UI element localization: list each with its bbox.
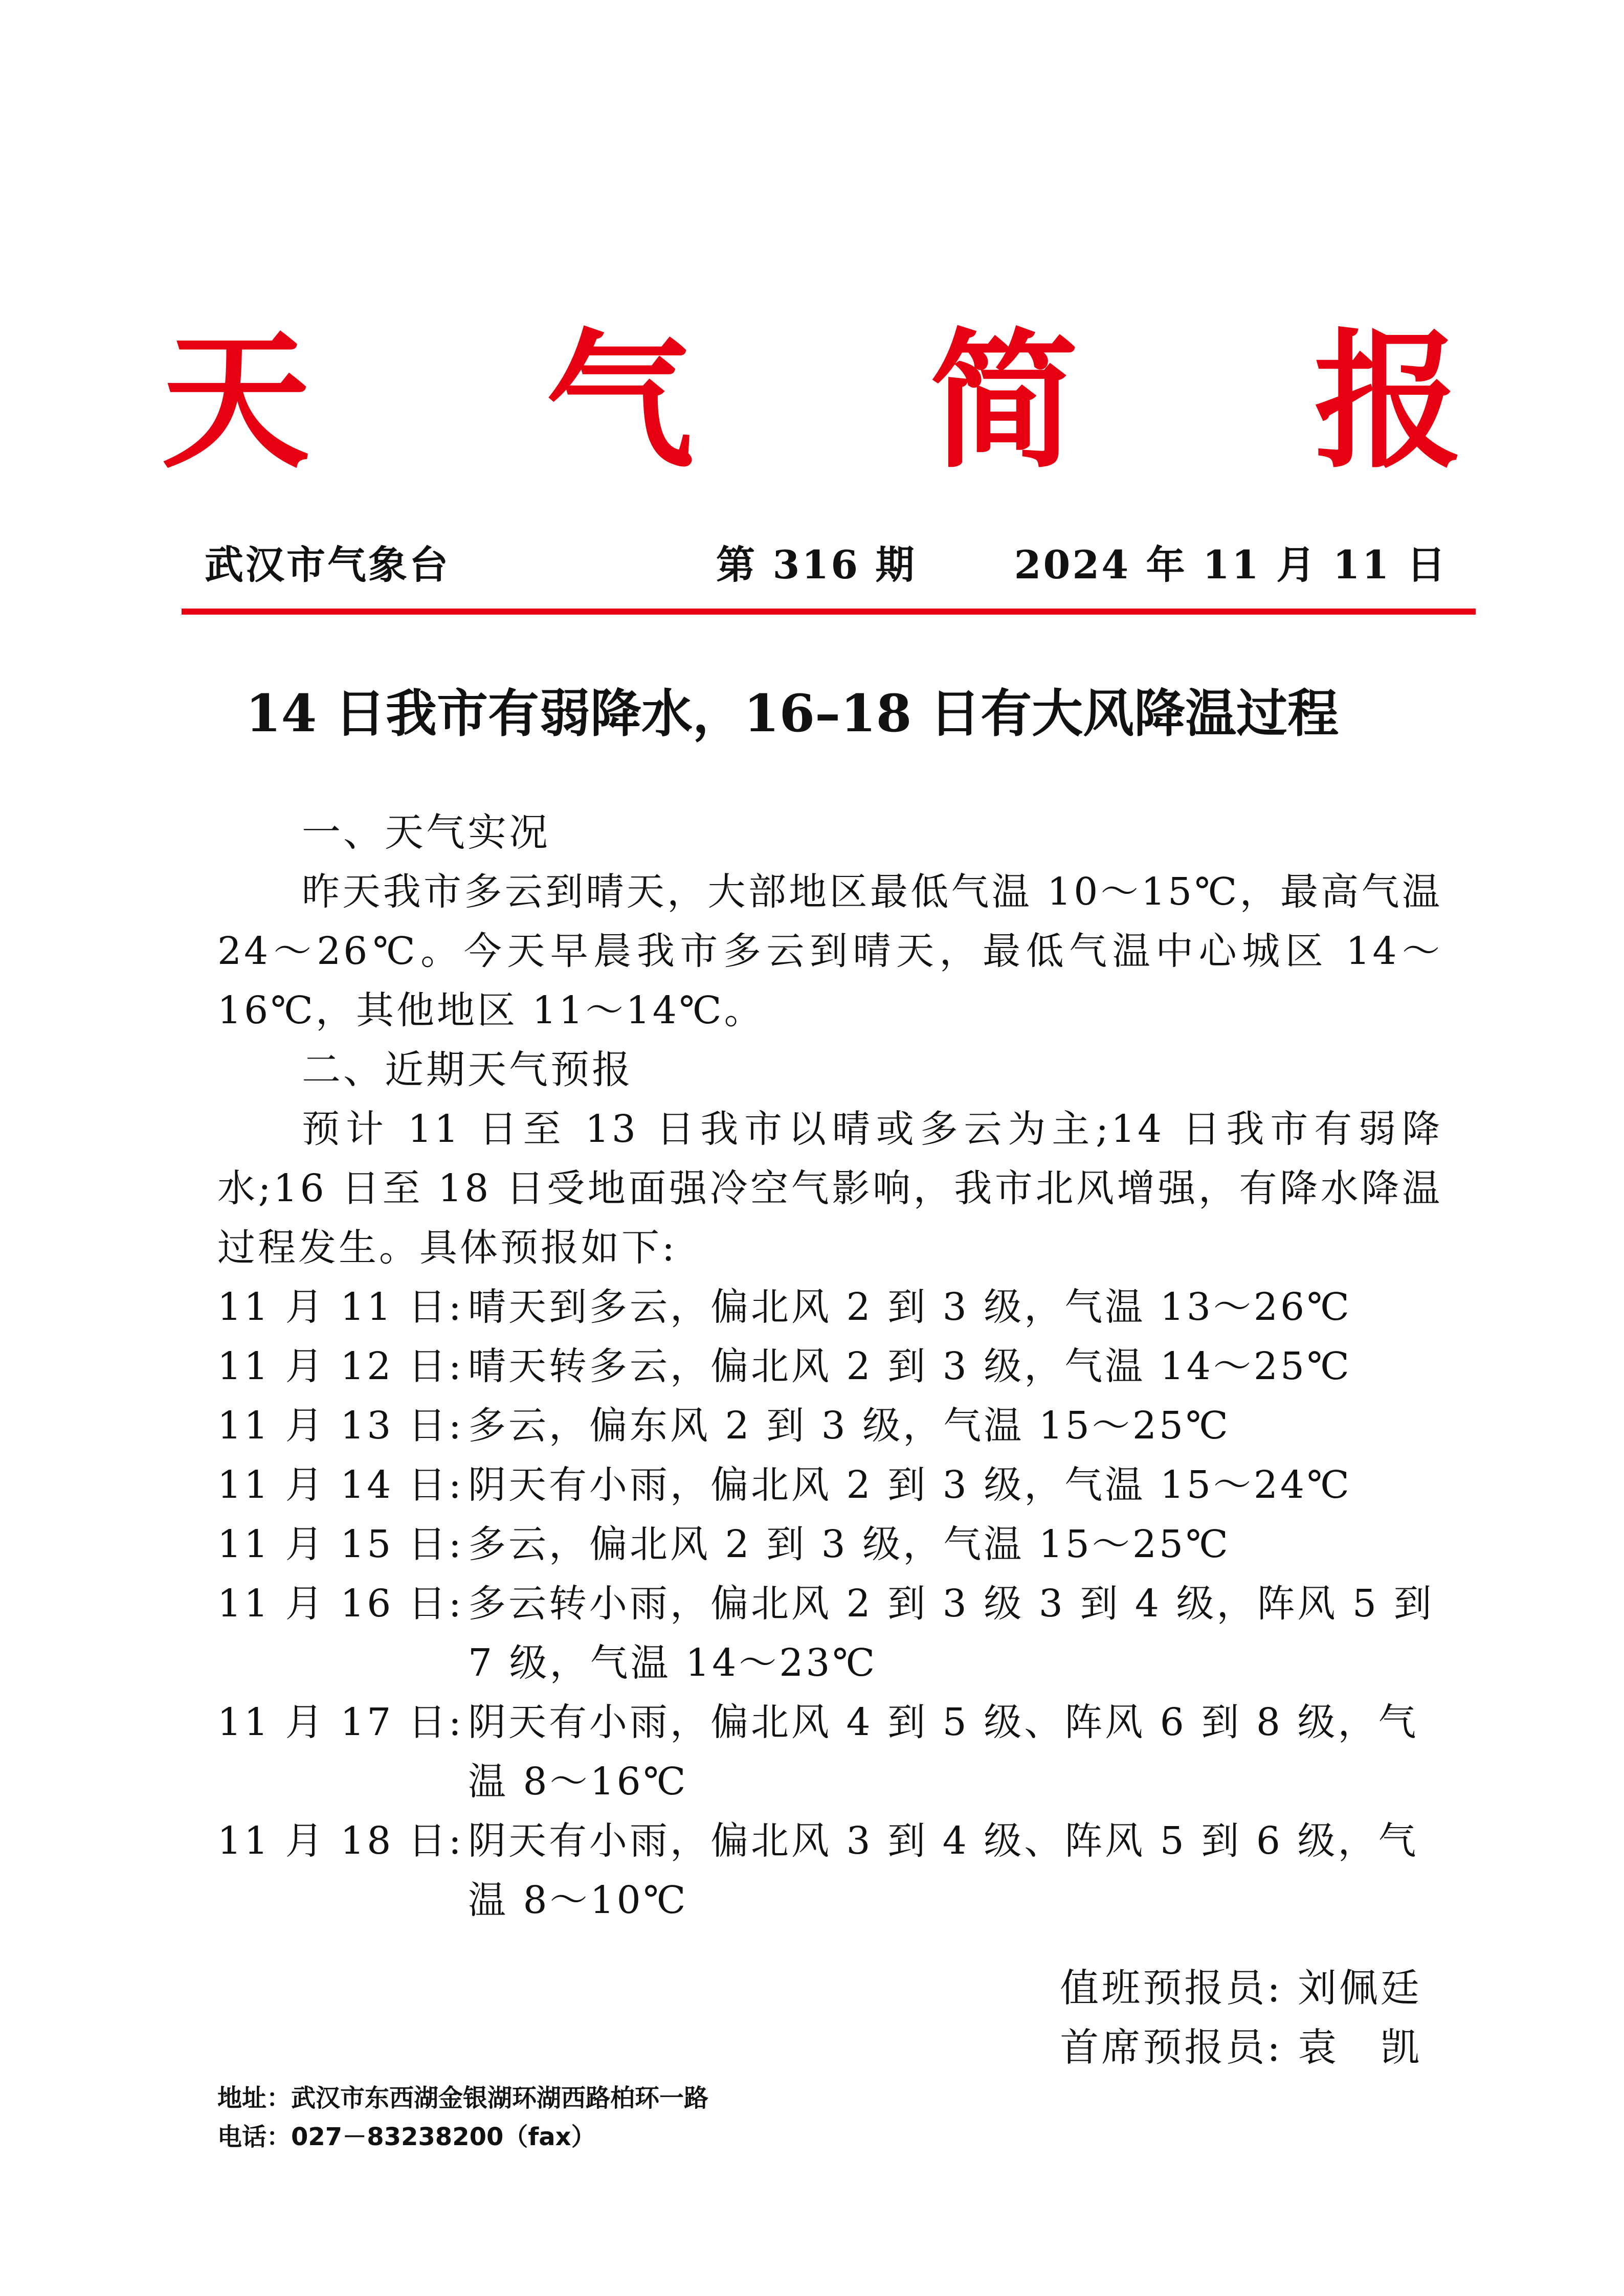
forecast-text: 多云，偏东风 2 到 3 级，气温 15～25℃ <box>468 1404 1231 1448</box>
forecaster-signatures <box>1060 1959 1422 2077</box>
masthead-title: 天 气 简 报 <box>162 314 1554 488</box>
issuing-organization: 武汉市气象台 <box>205 542 450 588</box>
forecast-row <box>217 1811 1442 1930</box>
forecast-date: 11 月 13 日: <box>217 1404 464 1448</box>
forecast-date: 11 月 18 日: <box>217 1819 464 1863</box>
issue-info-row <box>205 537 1448 593</box>
duty-forecaster: 值班预报员: 刘佩廷 <box>1060 1965 1422 2011</box>
forecast-row <box>217 1337 1442 1396</box>
footer-address: 地址：武汉市东西湖金银湖环湖西路柏环一路 <box>217 2084 709 2112</box>
forecast-row <box>217 1396 1442 1455</box>
forecast-text: 多云转小雨，偏北风 2 到 3 级 3 到 4 级，阵风 5 到 7 级，气温 14～23℃ <box>468 1582 1434 1685</box>
forecast-date: 11 月 17 日: <box>217 1700 464 1744</box>
forecast-row <box>217 1455 1442 1515</box>
bulletin-headline: 14 日我市有弱降水，16–18 日有大风降温过程 <box>246 683 1339 744</box>
forecast-text: 阴天有小雨，偏北风 4 到 5 级、阵风 6 到 8 级，气温 8～16℃ <box>468 1700 1419 1804</box>
section-title-observations: 一、天气实况 <box>302 809 550 855</box>
forecast-text: 阴天有小雨，偏北风 3 到 4 级、阵风 5 到 6 级，气温 8～10℃ <box>468 1819 1419 1922</box>
forecast-row <box>217 1574 1442 1693</box>
forecast-date: 11 月 15 日: <box>217 1522 464 1566</box>
chief-forecaster: 首席预报员: 袁 凯 <box>1060 2024 1422 2070</box>
bulletin-body <box>217 803 1442 1930</box>
forecast-date: 11 月 12 日: <box>217 1344 464 1388</box>
forecast-date: 11 月 11 日: <box>217 1285 464 1329</box>
forecast-intro-paragraph: 预计 11 日至 13 日我市以晴或多云为主;14 日我市有弱降水;16 日至 18 日受地面强冷空气影响，我市北风增强，有降水降温过程发生。具体预报如下: <box>217 1107 1442 1270</box>
issue-date: 2024 年 11 月 11 日 <box>1014 542 1448 588</box>
forecast-row <box>217 1693 1442 1811</box>
red-divider <box>182 609 1476 615</box>
footer-phone: 电话：027－83238200（fax） <box>217 2123 596 2151</box>
contact-footer <box>217 2079 708 2156</box>
forecast-text: 阴天有小雨，偏北风 2 到 3 级，气温 15～24℃ <box>468 1463 1352 1507</box>
forecast-text: 多云，偏北风 2 到 3 级，气温 15～25℃ <box>468 1522 1231 1566</box>
forecast-text: 晴天转多云，偏北风 2 到 3 级，气温 14～25℃ <box>468 1344 1352 1388</box>
issue-number: 第 316 期 <box>716 542 917 588</box>
section-title-forecast: 二、近期天气预报 <box>302 1047 633 1092</box>
forecast-date: 11 月 14 日: <box>217 1463 464 1507</box>
forecast-text: 晴天到多云，偏北风 2 到 3 级，气温 13～26℃ <box>468 1285 1352 1329</box>
forecast-date: 11 月 16 日: <box>217 1582 464 1626</box>
daily-forecast-list <box>217 1277 1442 1930</box>
observations-paragraph: 昨天我市多云到晴天，大部地区最低气温 10～15℃，最高气温 24～26℃。今天早晨我市多云到晴天，最低气温中心城区 14～16℃，其他地区 11～14℃。 <box>217 870 1442 1032</box>
forecast-row <box>217 1277 1442 1337</box>
forecast-row <box>217 1515 1442 1574</box>
